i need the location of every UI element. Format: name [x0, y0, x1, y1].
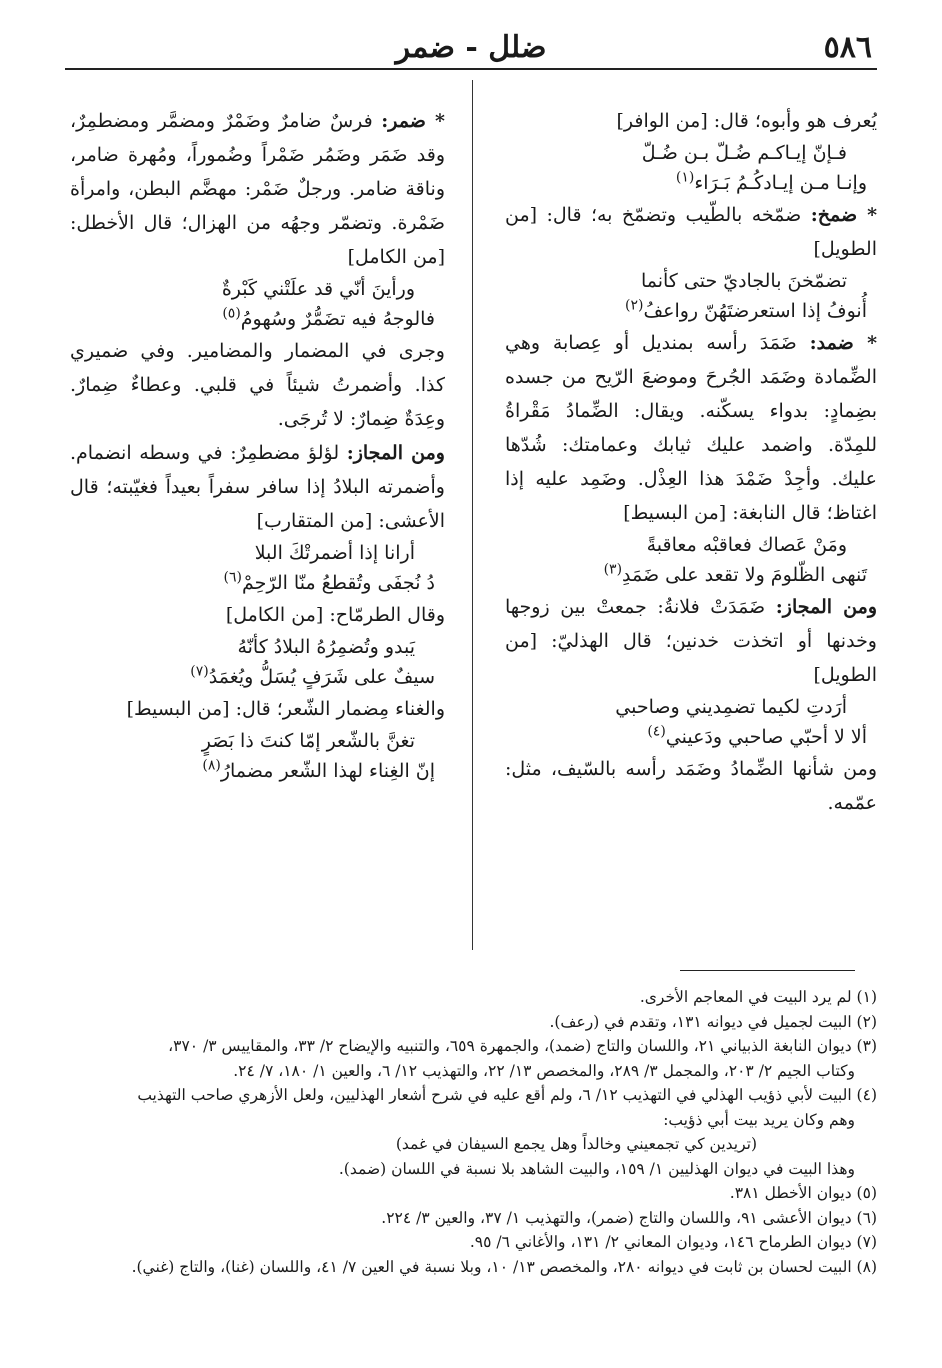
text-line: ومن المجاز: ضَمَدَتْ فلانةُ: جمعتْ بين زوجها: [505, 596, 877, 618]
verse-line: فـإنّ إيـاكـم ضُـلّ بـن ضُـلّ: [641, 142, 847, 164]
verse-line: دُ نُجفَى وتُقطعُ منّا الرّحِمْ$^{(٦)}$: [223, 569, 435, 594]
entry-headword: * ضمر:: [381, 110, 445, 132]
text-line: وقال الطرمّاح: [من الكامل]: [225, 604, 445, 626]
footnote: (تريدين كي تجمعيني وخالداً وهل يجمع السيفان في غمد): [395, 1135, 757, 1153]
text-line: اغتاظ؛ قال النابغة: [من البسيط]: [623, 502, 877, 524]
text-line: * ضمد: ضَمَدَ رأسه بمنديل أو عِصابة وهي: [505, 332, 877, 354]
text-line: بضِمادٍ: بدواء يسكّنه. ويقال: الضِّمادُ مَقْراةُ: [505, 400, 877, 422]
verse-line: ومَنْ عَصاك فعاقبْه معاقبةً: [646, 534, 847, 556]
verse-line: ألا لا أحبّي صاحبي ودَعيني$^{(٤)}$: [647, 723, 867, 748]
footnote: (٦) ديوان الأعشى ٩١، واللسان والتاج (ضمر)، والتهذيب ١/ ٣٧، والعين ٣/ ٢٢٤.: [381, 1208, 877, 1227]
text-line: وخدنها أو اتخذت خدنين؛ قال الهذليّ: [من: [505, 630, 877, 652]
footnote: (٣) ديوان النابغة الذبياني ٢١، واللسان والتاج (ضمد)، والجمهرة ٦٥٩، والتنبيه والإيضاح ٢/ ٣٣، والمقاييس ٣/ ٣٧٠،: [168, 1037, 877, 1055]
footnote: (٨) البيت لحسان بن ثابت في ديوانه ٢٨٠، والمخصص ١٣/ ١٠، وبلا نسبة في العين ٧/ ٤١، واللسان (غنا)، والتاج (غني).: [131, 1257, 877, 1276]
verse-line: أرانا إذا أضمرتْكَ البلا: [254, 542, 415, 564]
text-line: الضِّمادة وضَمَد الجُرحَ وموضعَ الرّيح من جسده: [505, 366, 877, 388]
footnote-marker: (٧): [190, 663, 209, 680]
right-column: [505, 104, 877, 820]
text-line: * ضمر: فرسٌ ضامرٌ وضَمْرٌ ومضمَّر ومضطمِرٌ،: [70, 110, 445, 132]
footnote: (٧) ديوان الطرماح ١٤٦، وديوان المعاني ٢/ ١٣١، والأغاني ٦/ ٩٥.: [469, 1233, 877, 1251]
verse-line: ورأينَ أنّي قد علَتْني كَبْرةٌ: [221, 278, 415, 300]
verse-line: أُنوفُ إذا استعرضتَهُنّ رواعفُ$^{(٢)}$: [625, 297, 867, 322]
text-line: عليك. وأجِدْ ضَمْدَ هذا العِذْل. وضَمِد عليه إذا: [505, 468, 877, 490]
text-line: وعِدَةٌ ضِمارٌ: لا تُرجَى.: [277, 408, 445, 430]
footnotes: [65, 985, 877, 1279]
footnote-rule: [680, 970, 855, 971]
running-header: ضلل - ضمر: [395, 30, 547, 65]
footnote: (٤) البيت لأبي ذؤيب الهذلي في التهذيب ١٢/ ٦، ولم أقع عليه في شرح أشعار الهذليين، ولعل الأزهري صاحب التهذيب: [137, 1086, 877, 1104]
entry-headword: * ضمد:: [809, 332, 877, 354]
text-line: الطويل]: [813, 664, 877, 686]
footnote: (١) لم يرد البيت في المعاجم الأخرى.: [639, 988, 877, 1006]
entry-headword: * ضمخ:: [810, 204, 877, 226]
footnote: وهذا البيت في ديوان الهذليين ١/ ١٥٩، والبيت الشاهد بلا نسبة في اللسان (ضمد).: [338, 1159, 855, 1178]
verse-line: أرَدتِ لكيما تضمِديني وصاحبي: [615, 696, 847, 718]
column-divider: [472, 80, 473, 950]
text-line: ومن المجاز: لؤلؤ مضطمِرٌ: في وسطه انضمام.: [70, 442, 445, 464]
verse-line: تغنَّ بالشّعر إمّا كنتَ ذا بَصَرٍ: [201, 730, 415, 752]
footnote-marker: (٢): [625, 297, 644, 314]
footnote: (٥) ديوان الأخطل ٣٨١.: [729, 1184, 877, 1202]
page-number: ٥٨٦: [823, 30, 872, 65]
footnote-marker: (٦): [223, 569, 242, 586]
text-line: للمِدّة. واضمد عليك ثيابك وعمامتك: شُدّها: [505, 434, 877, 456]
verse-line: سيفٌ على شَرَفٍ يُسَلُّ ويُغمَدُ$^{(٧)}$: [190, 663, 435, 688]
verse-line: وإنـا مـن إيـادكُـمُ بَـرَاء$^{(١)}$: [675, 169, 867, 194]
text-line: الأعشى: [من المتقارب]: [256, 510, 445, 532]
footnote-marker: (١): [675, 169, 695, 186]
text-line: ضَمْرة. وتضمّر وجهُه من الهزال؛ قال الأخطل:: [70, 212, 445, 234]
text-line: * ضمخ: ضمّخه بالطّيب وتضمّخ به؛ قال: [من: [505, 204, 877, 226]
text-line: يُعرف هو وأبوه؛ قال: [من الوافر]: [616, 110, 877, 132]
entry-headword: ومن المجاز:: [346, 442, 445, 464]
verse-line: فالوجهُ فيه تضَمُّرٌ وسُهومُ$^{(٥)}$: [222, 305, 435, 330]
text-line: وقد ضَمَر وضَمُر ضَمْراً وضُموراً، ومُهرة ضامر،: [70, 144, 445, 166]
text-line: عمّمه.: [827, 792, 877, 814]
verse-line: إنّ الغِناء لهذا الشّعر مضمارُ$^{(٨)}$: [202, 757, 435, 782]
text-line: ومن شأنها الضِّمادُ وضَمَد رأسه بالسّيف، مثل:: [505, 758, 877, 780]
text-line: والغناء مِضمار الشّعر؛ قال: [من البسيط]: [126, 698, 445, 720]
footnote: وكتاب الجيم ٢/ ٢٠٣، والمجمل ٣/ ٢٨٩، والمخصص ١٣/ ٢٢، والتهذيب ١٢/ ٦، والعين ١/ ١٨٠، ٧/ ٢٤.: [233, 1061, 855, 1080]
text-line: وجرى في المضمار والمضامير. وفي ضميري: [70, 340, 445, 362]
verse-line: تَنهى الظّلومَ ولا تقعد على ضَمَدِ$^{(٣)}$: [603, 561, 867, 586]
text-line: [من الكامل]: [347, 246, 445, 268]
left-column: [70, 104, 445, 786]
footnote-marker: (٥): [222, 305, 241, 322]
footnote: (٢) البيت لجميل في ديوانه ١٣١، وتقدم في (رعف).: [549, 1012, 877, 1031]
footnote-marker: (٣): [603, 561, 623, 578]
footnote-marker: (٨): [202, 757, 221, 774]
footnote: وهم وكان يريد بيت أبي ذؤيب:: [663, 1110, 855, 1129]
footnote-marker: (٤): [647, 723, 666, 740]
verse-line: يَبدو وتُضمِرُهُ البلادُ كأنّهُ: [237, 636, 415, 658]
text-line: الطويل]: [813, 238, 877, 260]
text-line: وأضمرته البلادُ إذا سافر سفراً بعيداً فغيّبته؛ قال: [70, 476, 445, 498]
verse-line: تضمّخنَ بالجاديّ حتى كأنما: [640, 270, 847, 292]
text-line: وناقة ضامر. ورجلٌ ضَمْر: مهضَّم البطن، وامرأة: [70, 178, 445, 200]
text-line: كذا. وأضمرتُ شيئاً في قلبي. وعطاءٌ ضِمارٌ.: [70, 374, 445, 396]
header-rule: [65, 68, 877, 70]
entry-headword: ومن المجاز:: [775, 596, 877, 618]
